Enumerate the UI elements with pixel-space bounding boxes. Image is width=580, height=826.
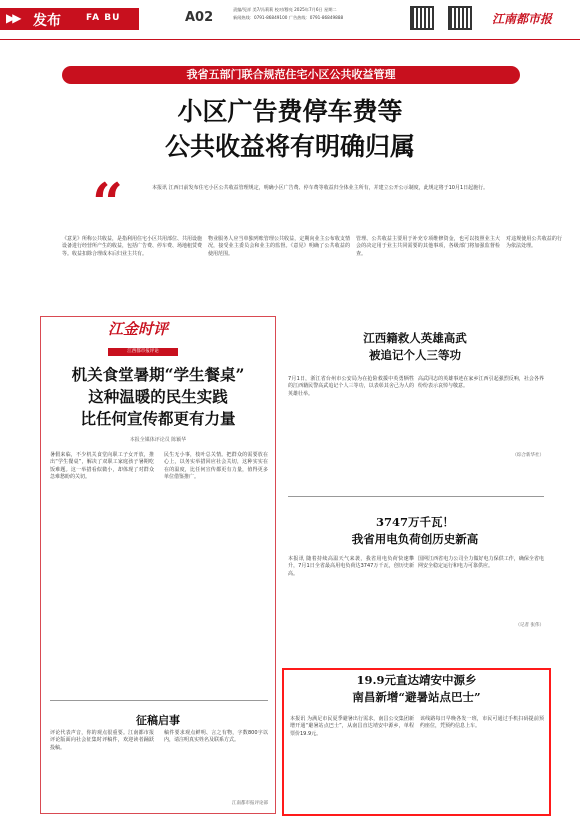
lead-body-column: 《意见》所称公共收益，是指利用住宅小区共用部位、共用设施设备进行经营所产生的收益，包括广告费、停车费、场地租赁费等。收益扣除合理成本后归业主共有。 [62,236,203,257]
newspaper-logo: 江南都市报 [492,12,553,26]
qr-code-icon[interactable] [448,6,472,30]
article-body-column: 高武同志的英雄事迹在家乡江西引起强烈反响，社会各界纷纷表示哀悼与敬意。 [418,376,544,390]
headline-line: 3747万千瓦！ [375,515,454,529]
commentary-body-column: 民生无小事，枝叶总关情。把群众的需要放在心上，以务实举措回应社会关切，这种实实在在的温度，比任何宣传都更有力量，值得更多单位借鉴推广。 [164,452,268,481]
article-body-column: 7月1日，浙江省台州市公安局为在抢险救援中英勇牺牲的江西籍民警高武追记个人三等功，以表彰其舍己为人的英雄壮举。 [288,376,414,397]
divider [50,700,268,701]
meta-line: 新闻热线：0791-86849100 广告热线：0791-86849888 [233,14,344,20]
article-headline[interactable] [286,330,544,364]
commentary-body-column: 暑假来临，不少机关食堂向职工子女开放，推出“学生餐桌”，解决了双职工家庭孩子暑期吃饭难题。这一举措看似微小，却体现了对群众急难愁盼的关切。 [50,452,154,481]
headline-line: 我省用电负荷创历史新高 [351,532,479,546]
meta-line: 责编/见祥 美7/冯莉莉 校对/穆亮 2025年7月6日 星期二 [233,7,337,12]
article-source: （综合新华社） [512,453,544,458]
article-headline[interactable] [286,514,544,548]
section-pinyin: FA BU [86,13,121,23]
section-tag [0,8,139,30]
headline-line: 小区广告费停车费等 [177,97,403,126]
article-body-column: 本报讯 为满足市民夏季避暑出行需求，南昌公交集团新增开通“避暑站点巴士”，从南昌直达靖安中源乡，单程票价19.9元。 [290,716,414,737]
qr-code-icon[interactable] [410,6,434,30]
double-arrow-icon: ▶▶ [6,11,19,25]
article-source: （记者 张伟） [515,623,544,628]
notice-body-column: 评论代表声音，你的观点很重要。江南都市报评论版面向社会征集时评稿件，欢迎读者踊跃投稿。 [50,730,154,751]
headline-line: 南昌新增“避暑站点巴士” [352,690,481,704]
section-name: 发布 [33,13,61,29]
notice-body-column: 稿件要求观点鲜明、言之有物，字数800字以内，请注明真实姓名及联系方式。 [164,730,268,744]
headline-line: 公共收益将有明确归属 [164,132,415,161]
article-body-column: 该线路每日早晚各发一班，市民可通过手机扫码提前预约座位，凭预约信息上车。 [420,716,544,730]
editorial-meta [233,6,403,21]
headline-line: 被追记个人三等功 [369,348,461,362]
quote-mark-icon: “ [92,171,124,235]
commentary-headline[interactable] [40,364,276,430]
notice-source: 江南都市报评论部 [232,801,268,806]
headline-line: 这种温暖的民生实践 [88,387,228,406]
lead-intro: 本报讯 江西日前发布住宅小区公共收益管理规定，明确小区广告费、停车费等收益归全体业主所有，并建立公开公示制度，此规定将于10月1日起施行。 [152,185,489,191]
lead-headline[interactable] [0,94,580,164]
page-number: A02 [185,10,214,25]
headline-line: 机关食堂暑期“学生餐桌” [71,365,245,384]
article-body-column: 本报讯 随着持续高温天气来袭，我省用电负荷快速攀升，7月1日全省最高用电负荷达3747万千瓦，创历史新高。 [288,556,414,577]
commentary-brand: 江金时评 [108,320,169,338]
headline-line: 19.9元直达靖安中源乡 [356,673,477,687]
article-body-column: 国网江西省电力公司全力做好电力保供工作，确保全省电网安全稳定运行和电力可靠供应。 [418,556,544,570]
article-headline[interactable] [282,672,551,706]
lead-body-column: 管理、公共收益主要用于补充专项维修资金，也可以按照业主大会的决定用于业主共同需要的其他事项，各级部门将加强监督检查。 [356,236,500,257]
lead-body-column: 物业服务人应当单独列账管理公共收益，定期向业主公布收支情况，接受业主委员会和业主的监督。《意见》明确了公共收益的使用范围。 [208,236,350,257]
commentary-brand-sub: 江西都市报评论 [108,348,178,356]
divider [288,496,544,497]
headline-line: 比任何宣传都更有力量 [80,409,236,428]
lead-banner: 我省五部门联合规范住宅小区公共收益管理 [62,66,520,84]
byline: 本报全媒体评论员 陈颖华 [129,437,187,443]
notice-headline[interactable]: 征稿启事 [136,714,180,727]
headline-line: 江西籍救人英雄高武 [363,331,467,345]
lead-body-column: 对违规使用公共收益的行为依法处理。 [506,236,562,250]
